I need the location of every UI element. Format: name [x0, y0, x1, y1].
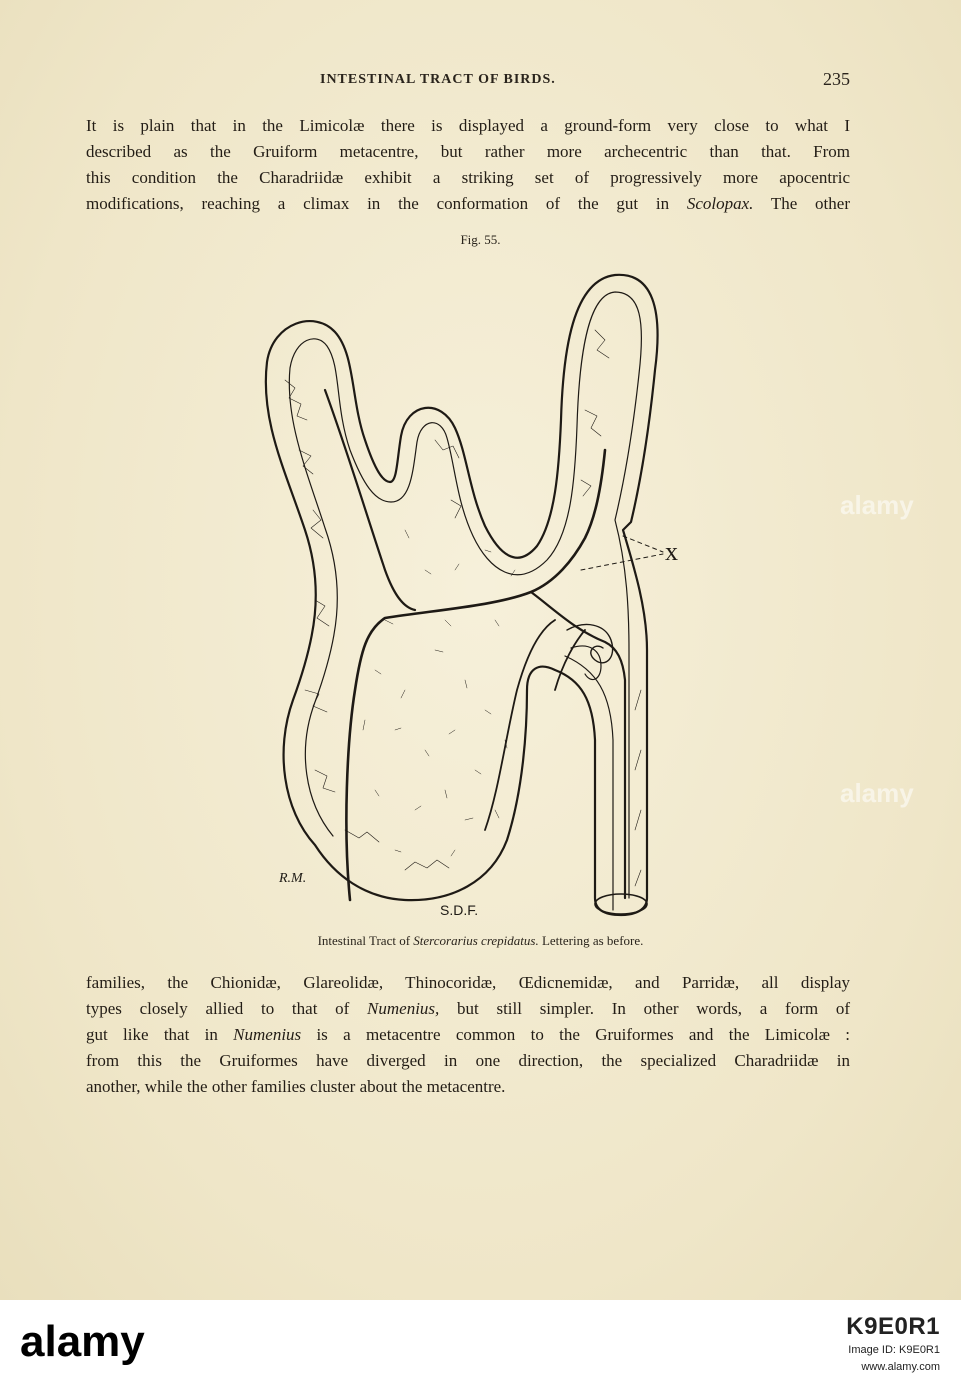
stock-image-id-label: Image ID: K9E0R1: [848, 1344, 940, 1356]
rectum-end: [595, 894, 647, 914]
page-number: 235: [823, 69, 850, 89]
gut-inner-contour: [289, 292, 641, 898]
pointer-line: [581, 554, 663, 570]
text-line: families, the Chionidæ, Glareolidæ, Thinocoridæ, Œdicnemidæ, and Parridæ, all display: [86, 973, 850, 992]
text-run: The other: [753, 194, 850, 213]
text-line: [86, 1022, 850, 1048]
side-watermark: alamy: [840, 490, 914, 520]
descending-tube-inner: [565, 656, 613, 910]
stock-image-id: K9E0R1: [846, 1313, 940, 1340]
alamy-logo-text: alamy: [20, 1317, 145, 1366]
running-header: [320, 69, 850, 94]
text-run: but still simpler. In other words, a form of: [439, 999, 850, 1018]
artist-signature-right: S.D.F.: [440, 902, 479, 918]
artist-signature-left: R.M.: [279, 871, 307, 886]
paragraph-top: [86, 113, 850, 217]
side-watermark: alamy: [840, 778, 914, 808]
figure-label: Fig. 55.: [460, 232, 501, 247]
text-run: types closely allied to that of: [86, 999, 368, 1018]
stock-image-info: [640, 1312, 940, 1376]
genus-name: Numenius: [233, 1025, 302, 1044]
text-run: gut like that in: [86, 1025, 234, 1044]
caecum-right: [555, 630, 585, 690]
caecum-left: [485, 620, 555, 830]
figure-caption: [0, 933, 961, 949]
gut-outer-contour: [266, 275, 658, 915]
text-line: another, while the other families cluster about the metacentre.: [86, 1077, 506, 1096]
text-run: is a metacentre common to the Gruiformes and the Limicolæ :: [301, 1025, 850, 1044]
caeca-loops: [567, 625, 613, 663]
text-line: It is plain that in the Limicolæ there is displayed a ground-form very close to what I: [86, 116, 850, 135]
alamy-logo: [18, 1310, 178, 1374]
text-line: [86, 191, 850, 217]
genus-name: Scolopax.: [686, 194, 754, 213]
intestinal-tract-illustration: [255, 270, 678, 930]
genus-name: Numenius,: [367, 999, 440, 1018]
mesenteric-vessel-branch: [325, 390, 415, 610]
paragraph-bottom: [86, 970, 850, 1100]
text-line: this condition the Charadriidæ exhibit a striking set of progressively more apocentric: [86, 168, 850, 187]
figure-letter-x: x: [665, 537, 678, 566]
caption-text: Intestinal Tract of: [317, 933, 414, 948]
stock-url: www.alamy.com: [861, 1361, 940, 1373]
text-run: modifications, reaching a climax in the conformation of the gut in: [86, 194, 687, 213]
text-line: from this the Gruiformes have diverged in one direction, the specialized Charadriidæ in: [86, 1051, 850, 1070]
caeca-loops: [571, 646, 601, 680]
species-name: Stercorarius crepidatus.: [413, 933, 539, 948]
running-title: INTESTINAL TRACT OF BIRDS.: [320, 72, 556, 87]
text-line: [86, 996, 850, 1022]
caption-text: Lettering as before.: [538, 933, 644, 948]
text-line: described as the Gruiform metacentre, but rather more archecentric than that. From: [86, 142, 850, 161]
